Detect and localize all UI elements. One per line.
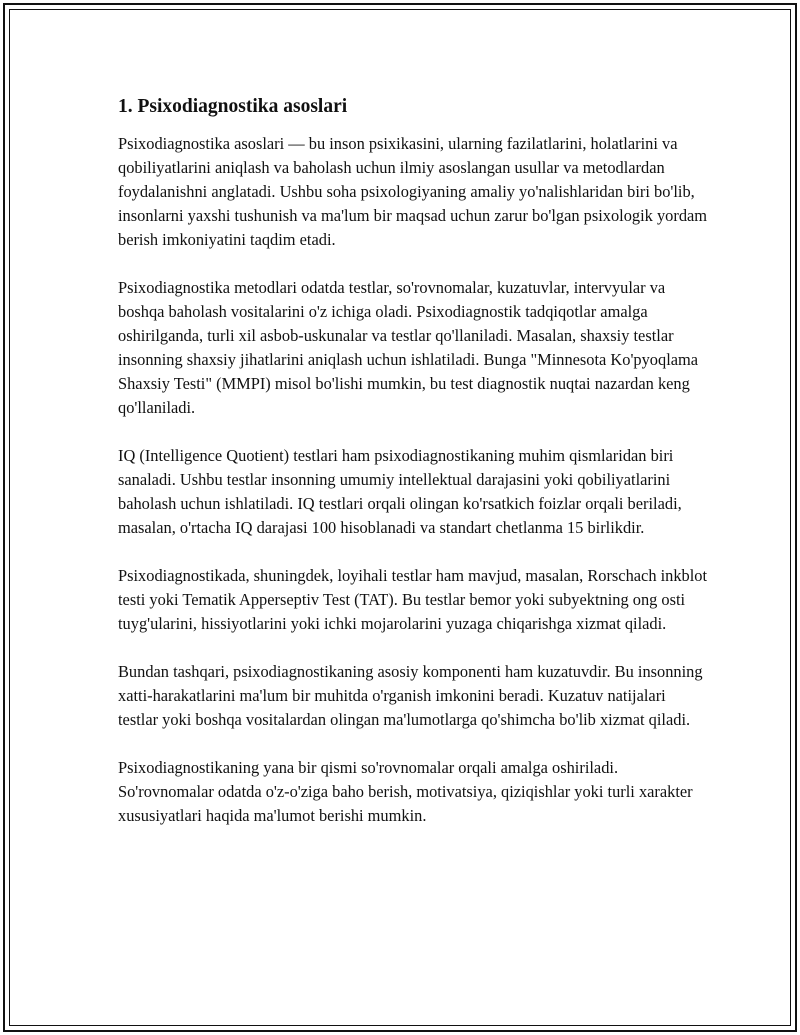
section-heading: 1. Psixodiagnostika asoslari [118, 96, 348, 117]
paragraph-1: Psixodiagnostika asoslari — bu inson psixikasini, ularning fazilatlarini, holatlarini va qobiliyatlarini aniqlash va baholash uchun ilmiy asoslangan usullar va metodlardan foydalanishni anglatadi. Ushbu soha psixologiyaning amaliy yo'nalishlaridan biri bo'lib, insonlarni yaxshi tushunish va ma'lum bir maqsad uchun zarur bo'lgan psixologik yordam berish imkoniyatini taqdim etadi. [118, 134, 708, 249]
paragraph-4: Psixodiagnostikada, shuningdek, loyihali testlar ham mavjud, masalan, Rorschach inkblot testi yoki Tematik Apperseptiv Test (TAT). Bu testlar bemor yoki subyektning ong osti tuyg'ularini, hissiyotlarini yoki ichki mojarolarini yuzaga chiqarishga xizmat qiladi. [118, 566, 708, 633]
document-body [118, 94, 708, 852]
paragraph-6: Psixodiagnostikaning yana bir qismi so'rovnomalar orqali amalga oshiriladi. So'rovnomalar odatda o'z-o'ziga baho berish, motivatsiya, qiziqishlar yoki turli xarakter xususiyatlari haqida ma'lumot berishi mumkin. [118, 758, 693, 825]
paragraph-3: IQ (Intelligence Quotient) testlari ham psixodiagnostikaning muhim qismlaridan biri sanaladi. Ushbu testlar insonning umumiy intellektual darajasini yoki qobiliyatlarini baholash uchun ishlatiladi. IQ testlari orqali olingan ko'rsatkich foizlar orqali beriladi, masalan, o'rtacha IQ darajasi 100 hisoblanadi va standart chetlanma 15 birlikdir. [118, 446, 682, 537]
paragraph-5: Bundan tashqari, psixodiagnostikaning asosiy komponenti ham kuzatuvdir. Bu insonning xatti-harakatlarini ma'lum bir muhitda o'rganish imkonini beradi. Kuzatuv natijalari testlar yoki boshqa vositalardan olingan ma'lumotlarga qo'shimcha bo'lib xizmat qiladi. [118, 662, 703, 729]
paragraph-2: Psixodiagnostika metodlari odatda testlar, so'rovnomalar, kuzatuvlar, intervyular va boshqa baholash vositalarini o'z ichiga oladi. Psixodiagnostik tadqiqotlar amalga oshirilganda, turli xil asbob-uskunalar va testlar qo'llaniladi. Masalan, shaxsiy testlar insonning shaxsiy jihatlarini aniqlash uchun ishlatiladi. Bunga "Minnesota Ko'pyoqlama Shaxsiy Testi" (MMPI) misol bo'lishi mumkin, bu test diagnostik nuqtai nazardan keng qo'llaniladi. [118, 278, 699, 417]
